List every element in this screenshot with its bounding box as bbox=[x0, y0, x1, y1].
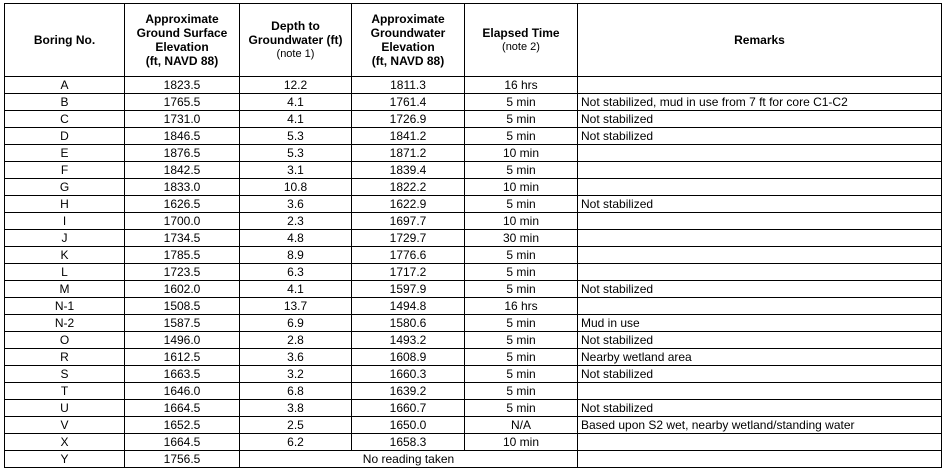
cell-boring-no: J bbox=[5, 230, 125, 247]
cell-depth-to-groundwater: 6.2 bbox=[240, 434, 352, 451]
cell-ground-surface-elevation: 1496.0 bbox=[125, 332, 240, 349]
cell-boring-no: U bbox=[5, 400, 125, 417]
header-line: Elapsed Time bbox=[482, 26, 560, 40]
cell-elapsed-time: 16 hrs bbox=[465, 298, 578, 315]
cell-boring-no: L bbox=[5, 264, 125, 281]
cell-remarks bbox=[578, 451, 942, 468]
cell-boring-no: V bbox=[5, 417, 125, 434]
header-line: Ground Surface bbox=[136, 26, 228, 40]
header-line: Groundwater bbox=[370, 26, 446, 40]
cell-elapsed-time: 10 min bbox=[465, 179, 578, 196]
cell-remarks: Not stabilized bbox=[578, 400, 942, 417]
cell-elapsed-time: 5 min bbox=[465, 349, 578, 366]
cell-boring-no: M bbox=[5, 281, 125, 298]
cell-elapsed-time: 5 min bbox=[465, 332, 578, 349]
table-row bbox=[5, 298, 942, 315]
table-row bbox=[5, 434, 942, 451]
cell-depth-to-groundwater: 3.6 bbox=[240, 196, 352, 213]
cell-ground-surface-elevation: 1842.5 bbox=[125, 162, 240, 179]
cell-depth-to-groundwater: 4.1 bbox=[240, 94, 352, 111]
header-line: Elevation bbox=[155, 40, 209, 54]
table-row bbox=[5, 77, 942, 94]
cell-remarks: Not stabilized bbox=[578, 111, 942, 128]
cell-ground-surface-elevation: 1664.5 bbox=[125, 434, 240, 451]
cell-ground-surface-elevation: 1587.5 bbox=[125, 315, 240, 332]
cell-boring-no: N-1 bbox=[5, 298, 125, 315]
cell-depth-to-groundwater: 12.2 bbox=[240, 77, 352, 94]
cell-groundwater-elevation: 1839.4 bbox=[352, 162, 465, 179]
cell-remarks bbox=[578, 145, 942, 162]
header-line: Groundwater (ft) bbox=[248, 33, 343, 47]
cell-elapsed-time: 5 min bbox=[465, 264, 578, 281]
cell-depth-to-groundwater: 4.1 bbox=[240, 281, 352, 298]
table-row bbox=[5, 145, 942, 162]
cell-groundwater-elevation: 1494.8 bbox=[352, 298, 465, 315]
header-boring-no: Boring No. bbox=[5, 4, 125, 77]
cell-boring-no: A bbox=[5, 77, 125, 94]
cell-elapsed-time: 5 min bbox=[465, 162, 578, 179]
table-row bbox=[5, 366, 942, 383]
cell-groundwater-elevation: 1871.2 bbox=[352, 145, 465, 162]
cell-boring-no: S bbox=[5, 366, 125, 383]
table-row bbox=[5, 111, 942, 128]
table-row bbox=[5, 332, 942, 349]
cell-groundwater-elevation: 1658.3 bbox=[352, 434, 465, 451]
cell-ground-surface-elevation: 1664.5 bbox=[125, 400, 240, 417]
cell-ground-surface-elevation: 1876.5 bbox=[125, 145, 240, 162]
cell-groundwater-elevation: 1622.9 bbox=[352, 196, 465, 213]
cell-depth-to-groundwater: 6.8 bbox=[240, 383, 352, 400]
cell-ground-surface-elevation: 1652.5 bbox=[125, 417, 240, 434]
cell-depth-to-groundwater: 3.2 bbox=[240, 366, 352, 383]
header-line: Approximate bbox=[145, 12, 219, 26]
cell-remarks: Nearby wetland area bbox=[578, 349, 942, 366]
header-groundwater-elevation bbox=[352, 4, 465, 77]
cell-elapsed-time: 10 min bbox=[465, 434, 578, 451]
cell-ground-surface-elevation: 1823.5 bbox=[125, 77, 240, 94]
header-depth-to-groundwater bbox=[240, 4, 352, 77]
table-row bbox=[5, 162, 942, 179]
cell-depth-to-groundwater: 2.8 bbox=[240, 332, 352, 349]
cell-remarks bbox=[578, 264, 942, 281]
cell-ground-surface-elevation: 1723.5 bbox=[125, 264, 240, 281]
cell-ground-surface-elevation: 1765.5 bbox=[125, 94, 240, 111]
cell-remarks bbox=[578, 247, 942, 264]
cell-groundwater-elevation: 1660.3 bbox=[352, 366, 465, 383]
cell-depth-to-groundwater: 5.3 bbox=[240, 128, 352, 145]
cell-ground-surface-elevation: 1626.5 bbox=[125, 196, 240, 213]
cell-depth-to-groundwater: 3.1 bbox=[240, 162, 352, 179]
cell-boring-no: C bbox=[5, 111, 125, 128]
cell-remarks bbox=[578, 434, 942, 451]
cell-groundwater-elevation: 1841.2 bbox=[352, 128, 465, 145]
cell-remarks: Based upon S2 wet, nearby wetland/standing water bbox=[578, 417, 942, 434]
cell-groundwater-elevation: 1717.2 bbox=[352, 264, 465, 281]
header-ground-surface-elevation bbox=[125, 4, 240, 77]
cell-elapsed-time: 30 min bbox=[465, 230, 578, 247]
table-row bbox=[5, 94, 942, 111]
cell-remarks: Not stabilized bbox=[578, 128, 942, 145]
cell-remarks bbox=[578, 179, 942, 196]
cell-elapsed-time: 5 min bbox=[465, 366, 578, 383]
cell-remarks bbox=[578, 77, 942, 94]
cell-boring-no: G bbox=[5, 179, 125, 196]
cell-depth-to-groundwater: 4.8 bbox=[240, 230, 352, 247]
cell-remarks: Not stabilized bbox=[578, 332, 942, 349]
cell-boring-no: Y bbox=[5, 451, 125, 468]
cell-ground-surface-elevation: 1833.0 bbox=[125, 179, 240, 196]
cell-ground-surface-elevation: 1785.5 bbox=[125, 247, 240, 264]
cell-depth-to-groundwater: 13.7 bbox=[240, 298, 352, 315]
cell-groundwater-elevation: 1639.2 bbox=[352, 383, 465, 400]
cell-elapsed-time: 5 min bbox=[465, 315, 578, 332]
cell-groundwater-elevation: 1822.2 bbox=[352, 179, 465, 196]
header-line: (ft, NAVD 88) bbox=[145, 54, 219, 68]
cell-depth-to-groundwater: 6.9 bbox=[240, 315, 352, 332]
cell-depth-to-groundwater: 2.3 bbox=[240, 213, 352, 230]
cell-depth-to-groundwater: 3.6 bbox=[240, 349, 352, 366]
cell-elapsed-time: 5 min bbox=[465, 281, 578, 298]
cell-ground-surface-elevation: 1700.0 bbox=[125, 213, 240, 230]
cell-remarks bbox=[578, 162, 942, 179]
table-row bbox=[5, 349, 942, 366]
cell-groundwater-elevation: 1697.7 bbox=[352, 213, 465, 230]
table-row bbox=[5, 196, 942, 213]
cell-ground-surface-elevation: 1646.0 bbox=[125, 383, 240, 400]
header-remarks: Remarks bbox=[578, 4, 942, 77]
header-row bbox=[5, 4, 942, 77]
cell-depth-to-groundwater: 2.5 bbox=[240, 417, 352, 434]
header-line: (ft, NAVD 88) bbox=[371, 54, 445, 68]
header-line: Depth to bbox=[271, 19, 320, 33]
cell-groundwater-elevation: 1660.7 bbox=[352, 400, 465, 417]
cell-elapsed-time: 5 min bbox=[465, 128, 578, 145]
cell-ground-surface-elevation: 1731.0 bbox=[125, 111, 240, 128]
cell-ground-surface-elevation: 1612.5 bbox=[125, 349, 240, 366]
cell-boring-no: H bbox=[5, 196, 125, 213]
table-row bbox=[5, 179, 942, 196]
cell-boring-no: R bbox=[5, 349, 125, 366]
cell-ground-surface-elevation: 1756.5 bbox=[125, 451, 240, 468]
cell-groundwater-elevation: 1776.6 bbox=[352, 247, 465, 264]
cell-groundwater-elevation: 1650.0 bbox=[352, 417, 465, 434]
cell-elapsed-time: 16 hrs bbox=[465, 77, 578, 94]
cell-depth-to-groundwater: 5.3 bbox=[240, 145, 352, 162]
cell-remarks bbox=[578, 213, 942, 230]
cell-ground-surface-elevation: 1734.5 bbox=[125, 230, 240, 247]
cell-boring-no: I bbox=[5, 213, 125, 230]
cell-ground-surface-elevation: 1846.5 bbox=[125, 128, 240, 145]
table-row bbox=[5, 281, 942, 298]
cell-depth-to-groundwater: 10.8 bbox=[240, 179, 352, 196]
table-row bbox=[5, 264, 942, 281]
cell-groundwater-elevation: 1726.9 bbox=[352, 111, 465, 128]
table-row bbox=[5, 247, 942, 264]
cell-remarks bbox=[578, 230, 942, 247]
table-row bbox=[5, 128, 942, 145]
table-row bbox=[5, 417, 942, 434]
cell-ground-surface-elevation: 1663.5 bbox=[125, 366, 240, 383]
cell-boring-no: F bbox=[5, 162, 125, 179]
cell-elapsed-time: 5 min bbox=[465, 94, 578, 111]
cell-boring-no: E bbox=[5, 145, 125, 162]
cell-depth-to-groundwater: 3.8 bbox=[240, 400, 352, 417]
cell-elapsed-time: 5 min bbox=[465, 383, 578, 400]
cell-boring-no: O bbox=[5, 332, 125, 349]
cell-boring-no: D bbox=[5, 128, 125, 145]
cell-elapsed-time: 10 min bbox=[465, 213, 578, 230]
cell-groundwater-elevation: 1761.4 bbox=[352, 94, 465, 111]
header-note: (note 1) bbox=[276, 48, 315, 60]
cell-ground-surface-elevation: 1508.5 bbox=[125, 298, 240, 315]
cell-boring-no: N-2 bbox=[5, 315, 125, 332]
table-row bbox=[5, 451, 942, 468]
cell-no-reading-note: No reading taken bbox=[240, 451, 578, 468]
header-line: Approximate bbox=[371, 12, 445, 26]
cell-groundwater-elevation: 1811.3 bbox=[352, 77, 465, 94]
cell-remarks: Not stabilized bbox=[578, 281, 942, 298]
header-note: (note 2) bbox=[502, 41, 540, 53]
cell-groundwater-elevation: 1597.9 bbox=[352, 281, 465, 298]
cell-elapsed-time: 5 min bbox=[465, 111, 578, 128]
cell-depth-to-groundwater: 4.1 bbox=[240, 111, 352, 128]
cell-remarks: Not stabilized, mud in use from 7 ft for core C1-C2 bbox=[578, 94, 942, 111]
cell-elapsed-time: 5 min bbox=[465, 196, 578, 213]
cell-elapsed-time: 10 min bbox=[465, 145, 578, 162]
cell-boring-no: T bbox=[5, 383, 125, 400]
cell-boring-no: K bbox=[5, 247, 125, 264]
cell-elapsed-time: 5 min bbox=[465, 400, 578, 417]
cell-groundwater-elevation: 1608.9 bbox=[352, 349, 465, 366]
cell-remarks: Not stabilized bbox=[578, 366, 942, 383]
cell-elapsed-time: 5 min bbox=[465, 247, 578, 264]
header-elapsed-time bbox=[465, 4, 578, 77]
table-row bbox=[5, 230, 942, 247]
cell-depth-to-groundwater: 8.9 bbox=[240, 247, 352, 264]
table-row bbox=[5, 315, 942, 332]
table-row bbox=[5, 383, 942, 400]
cell-groundwater-elevation: 1729.7 bbox=[352, 230, 465, 247]
cell-remarks bbox=[578, 383, 942, 400]
cell-remarks bbox=[578, 298, 942, 315]
cell-remarks: Not stabilized bbox=[578, 196, 942, 213]
cell-depth-to-groundwater: 6.3 bbox=[240, 264, 352, 281]
cell-elapsed-time: N/A bbox=[465, 417, 578, 434]
cell-groundwater-elevation: 1580.6 bbox=[352, 315, 465, 332]
cell-boring-no: B bbox=[5, 94, 125, 111]
groundwater-table bbox=[4, 3, 942, 468]
table-row bbox=[5, 213, 942, 230]
cell-groundwater-elevation: 1493.2 bbox=[352, 332, 465, 349]
cell-boring-no: X bbox=[5, 434, 125, 451]
header-line: Elevation bbox=[381, 40, 435, 54]
table-row bbox=[5, 400, 942, 417]
cell-ground-surface-elevation: 1602.0 bbox=[125, 281, 240, 298]
cell-remarks: Mud in use bbox=[578, 315, 942, 332]
